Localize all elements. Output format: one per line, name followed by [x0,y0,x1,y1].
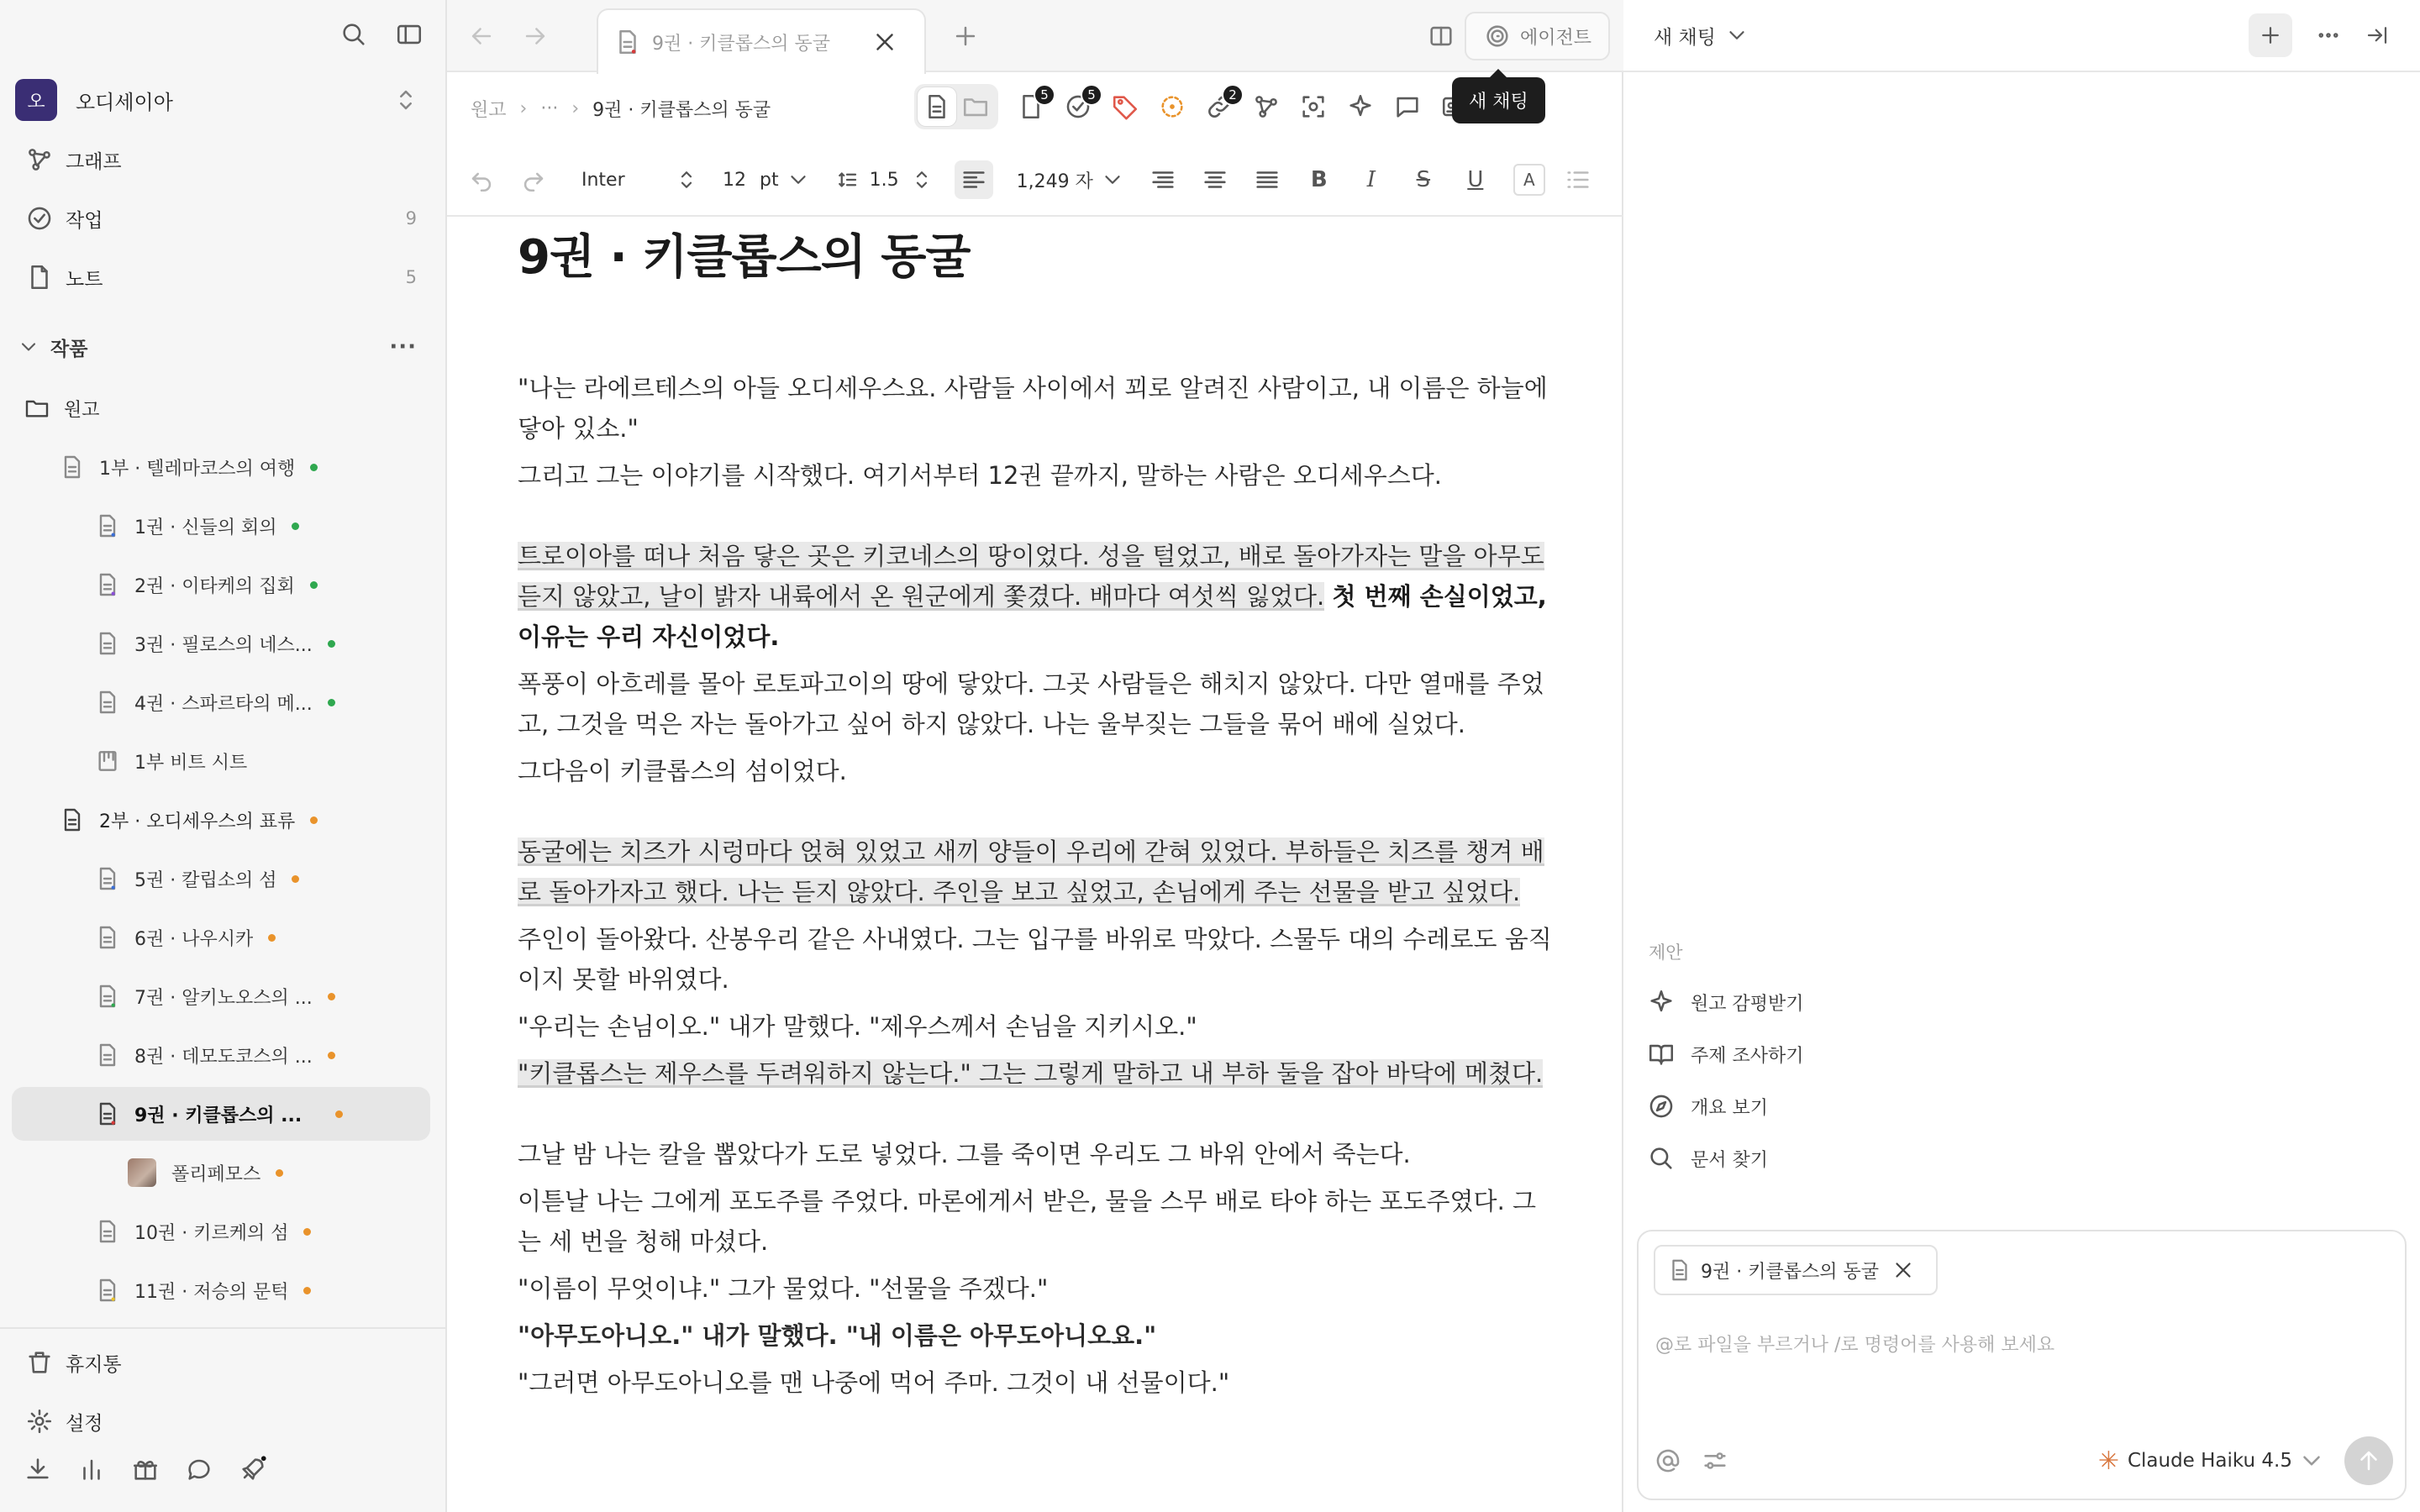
breadcrumb-root[interactable]: 원고 [471,99,507,121]
focus-icon[interactable] [1299,92,1328,121]
italic-button[interactable]: I [1366,167,1376,192]
download-icon[interactable] [24,1455,52,1483]
chat-title-dropdown[interactable] [1654,21,1749,50]
status-dot [328,699,335,706]
sidebar-divider [0,1327,445,1329]
chevron-updown-icon [392,86,420,114]
nav-graph[interactable] [25,136,417,183]
bold-button[interactable]: B [1310,167,1328,192]
collapse-panel-icon[interactable] [2365,21,2390,50]
chat-panel [1623,0,2420,1512]
document-icon [94,865,121,892]
nav-graph-label: 그래프 [66,150,122,173]
highlighted-text[interactable]: 트로이아를 떠나 처음 닿은 곳은 키코네스의 땅이었다. 성을 털었고, 배로 돌아가자는 말을 아무도 듣지 않았고, 날이 밝자 내륙에서 온 원군에게 쫓겼다. 배마다 여섯씩 잃었다. [518,542,1544,611]
workspace-switcher[interactable] [15,79,430,121]
graph-link-icon[interactable] [1252,92,1281,121]
tree-item-label: 원고 [64,399,100,421]
paragraph-highlighted[interactable] [518,1053,1560,1094]
paragraph-highlighted[interactable] [518,832,1560,912]
font-size-value: 12 [723,169,746,191]
sidebar-top-actions [339,20,424,49]
tree-item-book8[interactable] [94,1028,497,1082]
tree-item-label: 1부 비트 시트 [134,752,248,774]
status-dot [292,522,299,530]
nav-notes-label: 노트 [66,268,103,291]
settings-sliders-icon[interactable] [1701,1446,1729,1475]
chevron-updown-icon [674,165,699,194]
highlighted-text[interactable]: "키클롭스는 제우스를 두려워하지 않는다." 그는 그렇게 말하고 내 부하 둘을 잡아 바닥에 메쳤다. [518,1059,1544,1088]
undo-icon[interactable] [467,165,496,194]
tasks-check-icon[interactable] [1064,87,1096,121]
pages-icon[interactable] [1017,87,1049,121]
comment-icon[interactable] [1393,92,1422,121]
stats-icon[interactable] [77,1455,106,1483]
document-icon [94,571,121,598]
font-value: Inter [581,169,625,191]
tag-icon[interactable] [1111,92,1139,121]
forward-arrow-icon[interactable] [521,22,550,50]
at-mention-icon[interactable] [1654,1446,1682,1475]
tree-item-book7[interactable] [94,969,497,1023]
chat-bubble-icon[interactable] [185,1455,213,1483]
redo-icon[interactable] [519,165,548,194]
nav-settings[interactable] [25,1398,417,1445]
line-height-icon [834,165,860,194]
chat-header [1623,0,2420,72]
text-color-button[interactable]: A [1513,164,1545,196]
document-icon [1667,1256,1692,1284]
highlighted-text[interactable]: 동굴에는 치즈가 시렁마다 얹혀 있었고 새끼 양들이 우리에 갇혀 있었다. 부하들은 치즈를 챙겨 배로 돌아가자고 했다. 나는 듣지 않았다. 주인을 보고 싶었고, 손님에게 주는 선물을 받고 싶었다. [518,837,1544,906]
chat-composer[interactable] [1637,1230,2407,1500]
document-icon [94,983,121,1010]
status-dot [303,1228,311,1236]
claude-logo-icon: ✳ [2097,1446,2119,1476]
model-name: Claude Haiku 4.5 [2127,1450,2292,1472]
status-dot [310,581,318,589]
breadcrumb-ellipsis[interactable]: ··· [540,97,559,119]
tree-item-book5[interactable] [94,852,497,906]
nav-tasks-label: 작업 [66,209,103,232]
nav-settings-label: 설정 [66,1412,103,1435]
chevron-down-icon [17,333,40,361]
new-chat-tooltip: 새 채팅 [1452,77,1545,123]
paragraph[interactable]: "그러면 아무도아니오를 맨 나중에 먹어 주마. 그것이 내 선물이다." [518,1368,1230,1397]
sidebar-footer-actions [24,1455,267,1483]
status-dot [335,1110,343,1118]
workspace-avatar: 오 [15,79,57,121]
suggestion-label: 개요 보기 [1691,1097,1769,1119]
paragraph[interactable]: 그리고 그는 이야기를 시작했다. 여기서부터 12권 끝까지, 말하는 사람은 오디세우스다. [518,461,1442,490]
chevron-down-icon [2297,1446,2326,1475]
tree-item-label: 11권 · 저승의 문턱 [134,1281,289,1303]
tree-item-book4[interactable] [94,675,497,729]
close-icon[interactable] [871,28,899,56]
status-dot [303,1287,311,1294]
trash-icon [25,1348,54,1377]
status-circle-icon[interactable] [1158,92,1186,121]
search-icon [1647,1144,1676,1173]
suggestion-label: 주제 조사하기 [1691,1045,1804,1067]
tree-item-label: 8권 · 데모도코스의 ... [134,1046,313,1068]
nav-notes[interactable] [25,254,417,301]
folder-icon [24,395,50,422]
split-view-icon[interactable] [1427,22,1455,50]
model-selector[interactable] [2098,1446,2326,1476]
chat-title: 새 채팅 [1654,26,1716,49]
status-dot [268,934,276,942]
paragraph[interactable]: 그다음이 키클롭스의 섬이었다. [518,757,847,785]
chevron-right-icon: › [519,97,528,119]
paragraph[interactable]: "우리는 손님이오." 내가 말했다. "제우스께서 손님을 지키시오." [518,1012,1197,1041]
tree-item-part2[interactable] [59,793,462,847]
compass-icon [1647,1092,1676,1121]
sidebar-toggle-icon[interactable] [395,20,424,49]
font-size-unit: pt [760,169,779,191]
tree-item-book6[interactable] [94,911,497,964]
suggestion-label: 원고 감평받기 [1691,993,1804,1015]
chevron-down-icon [1100,165,1125,194]
tree-item-part1[interactable] [59,440,462,494]
document-title[interactable]: 9권 · 키클롭스의 동굴 [518,230,971,285]
editor-pane [445,0,1623,1512]
status-dot [328,993,335,1000]
chevron-updown-icon [909,165,934,194]
document-toolbar [914,84,1516,129]
align-center-icon[interactable] [1201,165,1229,194]
workspace-name: 오디세이아 [76,90,173,114]
status-dot [328,1052,335,1059]
tree-item-label: 7권 · 알키노오스의 ... [134,987,313,1009]
close-icon[interactable] [1891,1256,1916,1284]
book-icon [1647,1040,1676,1068]
paragraph-bold[interactable]: "아무도아니오." 내가 말했다. "내 이름은 아무도아니오요." [518,1321,1157,1350]
graph-icon [25,145,54,174]
arrow-up-icon [2354,1446,2383,1475]
char-count-select[interactable] [1017,165,1125,194]
align-justify-icon[interactable] [1253,165,1281,194]
tree-item-label: 4권 · 스파르타의 메... [134,693,313,715]
plus-icon [2258,21,2283,50]
status-dot [328,640,335,648]
chevron-down-icon [1724,21,1749,50]
breadcrumb [471,84,771,133]
bold-text: 첫 번째 손실이었고, 이유는 우리 자신이었다. [518,582,1547,651]
tree-item-label: 6권 · 나우시카 [134,928,254,950]
paragraph[interactable]: "나는 라에르테스의 아들 오디세우스요. 사람들 사이에서 꾀로 알려진 사람이고, 내 이름은 하늘에 닿아 있소." [518,374,1548,443]
align-left-icon[interactable] [955,160,993,199]
document-icon [94,1218,121,1245]
align-justify-left-icon[interactable] [1149,165,1177,194]
tree-item-beatsheet[interactable] [94,734,497,788]
view-mode-toggle [914,84,998,129]
tab-bar [447,0,1623,72]
list-icon[interactable] [1564,165,1592,194]
send-button[interactable] [2344,1436,2393,1485]
document-icon [94,689,121,716]
agent-swirl-icon [1483,22,1512,50]
paragraph[interactable]: 주인이 돌아왔다. 산봉우리 같은 사내였다. 그는 입구를 바위로 막았다. 스물두 대의 수레로도 움직이지 못할 바위였다. [518,925,1552,994]
chat-input-placeholder[interactable]: @로 파일을 부르거나 /로 명령어를 사용해 보세요 [1655,1335,2055,1356]
more-horizontal-icon[interactable] [2316,21,2341,50]
nav-tasks[interactable] [25,195,417,242]
document-icon [94,630,121,657]
search-icon[interactable] [339,20,368,49]
suggestion-research[interactable] [1647,1033,2067,1075]
document-icon [59,454,86,480]
context-chip-label: 9권 · 키클롭스의 동굴 [1701,1261,1879,1283]
suggestions-label: 제안 [1649,942,1683,963]
breadcrumb-current: 9권 · 키클롭스의 동굴 [592,99,771,121]
tree-item-label: 9권 · 키클롭스의 ... [134,1105,302,1126]
section-works-header[interactable] [17,326,417,368]
nav-tasks-count: 9 [405,208,417,228]
section-more-button[interactable]: ··· [389,334,417,360]
status-dot [292,875,299,883]
tree-item-label: 10권 · 키르케의 섬 [134,1222,289,1244]
sparkle-icon [1647,988,1676,1016]
tree-item-manuscript[interactable] [24,381,427,435]
paragraph-highlighted[interactable] [518,536,1560,657]
gift-icon[interactable] [131,1455,160,1483]
agent-label: 에이전트 [1519,27,1591,49]
paragraph[interactable]: 이튿날 나는 그에게 포도주를 주었다. 마론에게서 받은, 물을 스무 배로 타야 하는 포도주였다. 그는 세 번을 청해 마셨다. [518,1187,1537,1256]
character-thumbnail [128,1158,156,1187]
document-icon [94,1100,121,1127]
beat-sheet-icon [94,748,121,774]
char-count-value: 1,249 자 [1016,171,1093,192]
links-badge: 2 [1222,84,1244,106]
ai-sparkle-icon[interactable] [1346,92,1375,121]
check-circle-icon [25,204,54,233]
font-size-select[interactable] [723,165,811,194]
document-view-icon[interactable] [918,87,956,126]
chevron-down-icon [786,165,811,194]
pages-badge: 5 [1034,84,1055,106]
suggestion-label: 문서 찾기 [1691,1149,1769,1171]
gear-icon [25,1407,54,1436]
tree-item-book11[interactable] [94,1263,497,1317]
document-icon [94,924,121,951]
tree-item-label: 1권 · 신들의 회의 [134,517,277,538]
format-toolbar [447,144,1623,217]
back-arrow-icon[interactable] [467,22,496,50]
tree-item-book3[interactable] [94,617,497,670]
status-dot [276,1169,283,1177]
rocket-icon[interactable] [239,1455,267,1483]
font-select[interactable] [581,165,699,194]
tree-item-book10[interactable] [94,1205,497,1258]
nav-trash[interactable] [25,1339,417,1386]
tasks-badge: 5 [1081,84,1102,106]
section-works-label: 작품 [50,338,88,360]
tree-item-book1[interactable] [94,499,497,553]
tab-active-document[interactable] [597,8,926,74]
underline-button[interactable]: U [1467,167,1484,192]
paragraph[interactable]: 폭풍이 아흐레를 몰아 로토파고이의 땅에 닿았다. 그곳 사람들은 해치지 않았다. 다만 열매를 주었고, 그것을 먹은 자는 돌아가고 싶어 하지 않았다. 나는 울부짖는 그들을 묶어 배에 실었다. [518,669,1544,738]
line-height-value: 1.5 [869,169,899,191]
document-icon [94,1277,121,1304]
nav-trash-label: 휴지통 [66,1353,122,1376]
document-icon [613,28,642,56]
tree-item-label: 5권 · 칼립소의 섬 [134,869,277,891]
new-tab-plus-icon[interactable] [951,22,980,50]
chevron-right-icon: › [571,97,580,119]
status-dot [310,464,318,471]
document-icon [94,512,121,539]
link-icon[interactable] [1205,87,1237,121]
file-icon [25,263,54,291]
tree-item-label: 1부 · 텔레마코스의 여행 [99,458,296,480]
paragraph[interactable]: "이름이 무엇이냐." 그가 물었다. "선물을 주겠다." [518,1274,1049,1303]
new-chat-button[interactable] [2249,13,2292,57]
tree-item-book2[interactable] [94,558,497,612]
tab-title: 9권 · 키클롭스의 동굴 [652,33,830,55]
tree-item-label: 2부 · 오디세우스의 표류 [99,811,296,832]
suggestion-outline[interactable] [1647,1085,2067,1127]
composer-toolbar [1654,1436,2393,1485]
tree-item-label: 2권 · 이타케의 집회 [134,575,295,597]
suggestion-review[interactable] [1647,981,2067,1023]
agent-button[interactable] [1465,12,1610,60]
status-dot [310,816,318,824]
nav-notes-count: 5 [405,267,417,287]
folder-view-icon[interactable] [956,87,995,126]
tree-item-book9-selected[interactable] [12,1087,430,1141]
document-body[interactable] [518,217,1568,1512]
tree-item-label: 폴리페모스 [171,1163,261,1185]
context-chip[interactable] [1654,1245,1938,1295]
tree-item-label: 3권 · 필로스의 네스... [134,634,313,656]
document-icon [59,806,86,833]
line-height-select[interactable] [834,165,934,194]
sidebar [0,0,445,1512]
paragraph[interactable]: 그날 밤 나는 칼을 뽑았다가 도로 넣었다. 그를 죽이면 우리도 그 바위 안에서 죽는다. [518,1140,1411,1168]
strikethrough-button[interactable]: S [1416,167,1431,192]
document-icon [94,1042,121,1068]
suggestion-find-docs[interactable] [1647,1137,2067,1179]
